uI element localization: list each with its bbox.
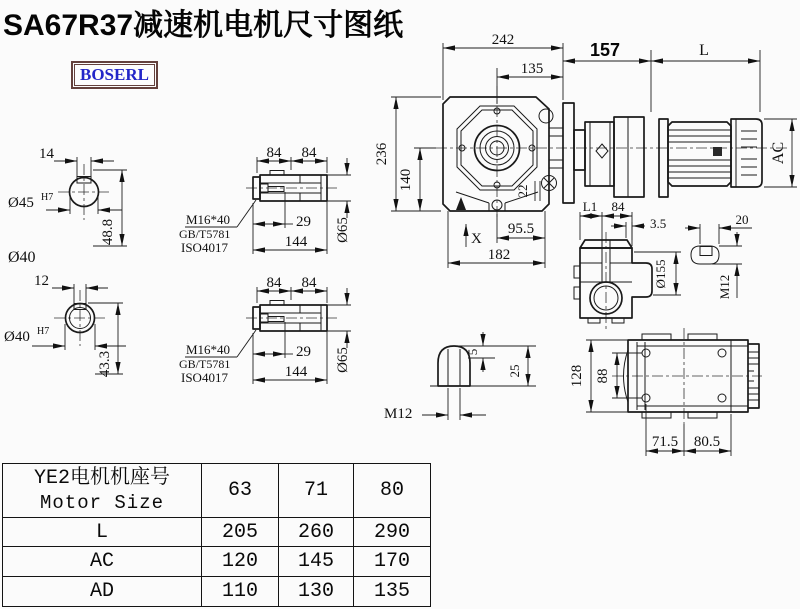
- label-std-gb: GB/T5781: [179, 227, 231, 241]
- dim-flange-dia: Ø155: [653, 259, 668, 289]
- dim-foot-b: 80.5: [693, 434, 721, 450]
- dim-motor-length: L: [699, 42, 709, 59]
- dim-key-depth: 43.3: [97, 350, 113, 378]
- dim-center-height: 140: [398, 168, 414, 192]
- dim-25: 25: [507, 364, 522, 378]
- eyebolt-hole: [539, 109, 553, 123]
- dim-bore: Ø45: [8, 195, 34, 211]
- dim-foot-offset: 95.5: [507, 221, 535, 237]
- view-shaft-section-top: [8, 146, 127, 266]
- dim-bore-tolerance: H7: [37, 326, 50, 337]
- dim-key-width: 14: [39, 146, 54, 162]
- dim-motor-dia: AC: [770, 141, 787, 165]
- table-cell: 120: [202, 547, 279, 577]
- view-main-assembly: [374, 32, 797, 268]
- motor-terminal: [713, 147, 722, 156]
- dim-width: 128: [569, 364, 585, 388]
- table-row: [3, 577, 431, 607]
- table-size-col: 63: [202, 464, 279, 518]
- label-std-iso: ISO4017: [181, 240, 228, 255]
- dim-dia: Ø65: [335, 347, 351, 373]
- dim-base-length: 182: [487, 247, 511, 263]
- dim-key-depth: 48.8: [100, 218, 116, 246]
- motor-size-table: [2, 463, 431, 607]
- dim-key-width: 12: [34, 273, 49, 289]
- table-cell: 130: [279, 577, 354, 607]
- table-header-en: Motor Size: [39, 492, 165, 514]
- table-row-label: AC: [3, 547, 202, 577]
- table-size-col: 71: [279, 464, 354, 518]
- table-cell: 290: [354, 518, 431, 547]
- dim-dia: Ø65: [335, 217, 351, 243]
- view-hollow-shaft-top: [179, 145, 351, 255]
- table-header-cn: YE2电机机座号: [33, 467, 170, 490]
- dim-adapter-length: 157: [589, 40, 621, 60]
- dim-face-width: 135: [520, 61, 544, 77]
- table-cell: 205: [202, 518, 279, 547]
- dim-inner-width: 88: [595, 368, 611, 384]
- label-std-iso: ISO4017: [181, 370, 228, 385]
- dim-5: 5: [465, 348, 480, 356]
- dim-height: 236: [374, 142, 390, 166]
- hollow-shaft-mark: X: [471, 231, 482, 247]
- table-row: [3, 518, 431, 547]
- dim-key-len: 20: [735, 212, 749, 227]
- dim-length: 144: [284, 364, 308, 380]
- dim-len-a: 84: [266, 145, 282, 161]
- dim-bore: Ø40: [4, 329, 30, 345]
- fan-cover-fins: [741, 131, 757, 175]
- table-cell: 170: [354, 547, 431, 577]
- dim-l1: L1: [582, 199, 598, 214]
- datum-triangle-mark: [456, 197, 466, 210]
- table-row-label: L: [3, 518, 202, 547]
- table-cell: 135: [354, 577, 431, 607]
- table-cell: 110: [202, 577, 279, 607]
- dim-depth: 29: [296, 344, 311, 360]
- dim-length: 144: [284, 234, 308, 250]
- dim-84: 84: [611, 199, 625, 214]
- dim-len-a: 84: [266, 275, 282, 291]
- page-title: SA67R37减速机电机尺寸图纸: [3, 9, 404, 42]
- side-body: [580, 248, 652, 318]
- input-flange: [614, 117, 644, 197]
- dim-foot: 22: [515, 184, 530, 198]
- dim-foot-a: 71.5: [651, 434, 679, 450]
- label-bolt: M16*40: [186, 342, 231, 357]
- dim-len-b: 84: [301, 145, 317, 161]
- table-header-cell: [3, 464, 202, 518]
- view-shaft-section-bottom: [4, 273, 126, 377]
- dim-overall-width: 242: [491, 32, 515, 48]
- dim-depth: 29: [296, 214, 311, 230]
- dim-3-5: 3.5: [650, 216, 667, 231]
- table-row-label: AD: [3, 577, 202, 607]
- table-cell: 145: [279, 547, 354, 577]
- table-size-col: 80: [354, 464, 431, 518]
- view-side: [574, 199, 752, 330]
- brand-logo-text: BOSERL: [74, 64, 155, 86]
- dim-outer-dia: Ø40: [8, 249, 36, 266]
- dim-bore-tolerance: H7: [41, 192, 54, 203]
- motor-flange: [659, 119, 668, 197]
- label-std-gb: GB/T5781: [179, 357, 231, 371]
- dim-thread: M12: [717, 274, 732, 300]
- view-hollow-shaft-bottom: [179, 275, 351, 385]
- table-row: [3, 547, 431, 577]
- view-plug-detail: [384, 332, 536, 422]
- gearbox-flange: [563, 103, 574, 203]
- dim-len-b: 84: [301, 275, 317, 291]
- dim-thread: M12: [384, 406, 413, 422]
- label-bolt: M16*40: [186, 212, 231, 227]
- table-cell: 260: [279, 518, 354, 547]
- view-bottom: [569, 328, 762, 456]
